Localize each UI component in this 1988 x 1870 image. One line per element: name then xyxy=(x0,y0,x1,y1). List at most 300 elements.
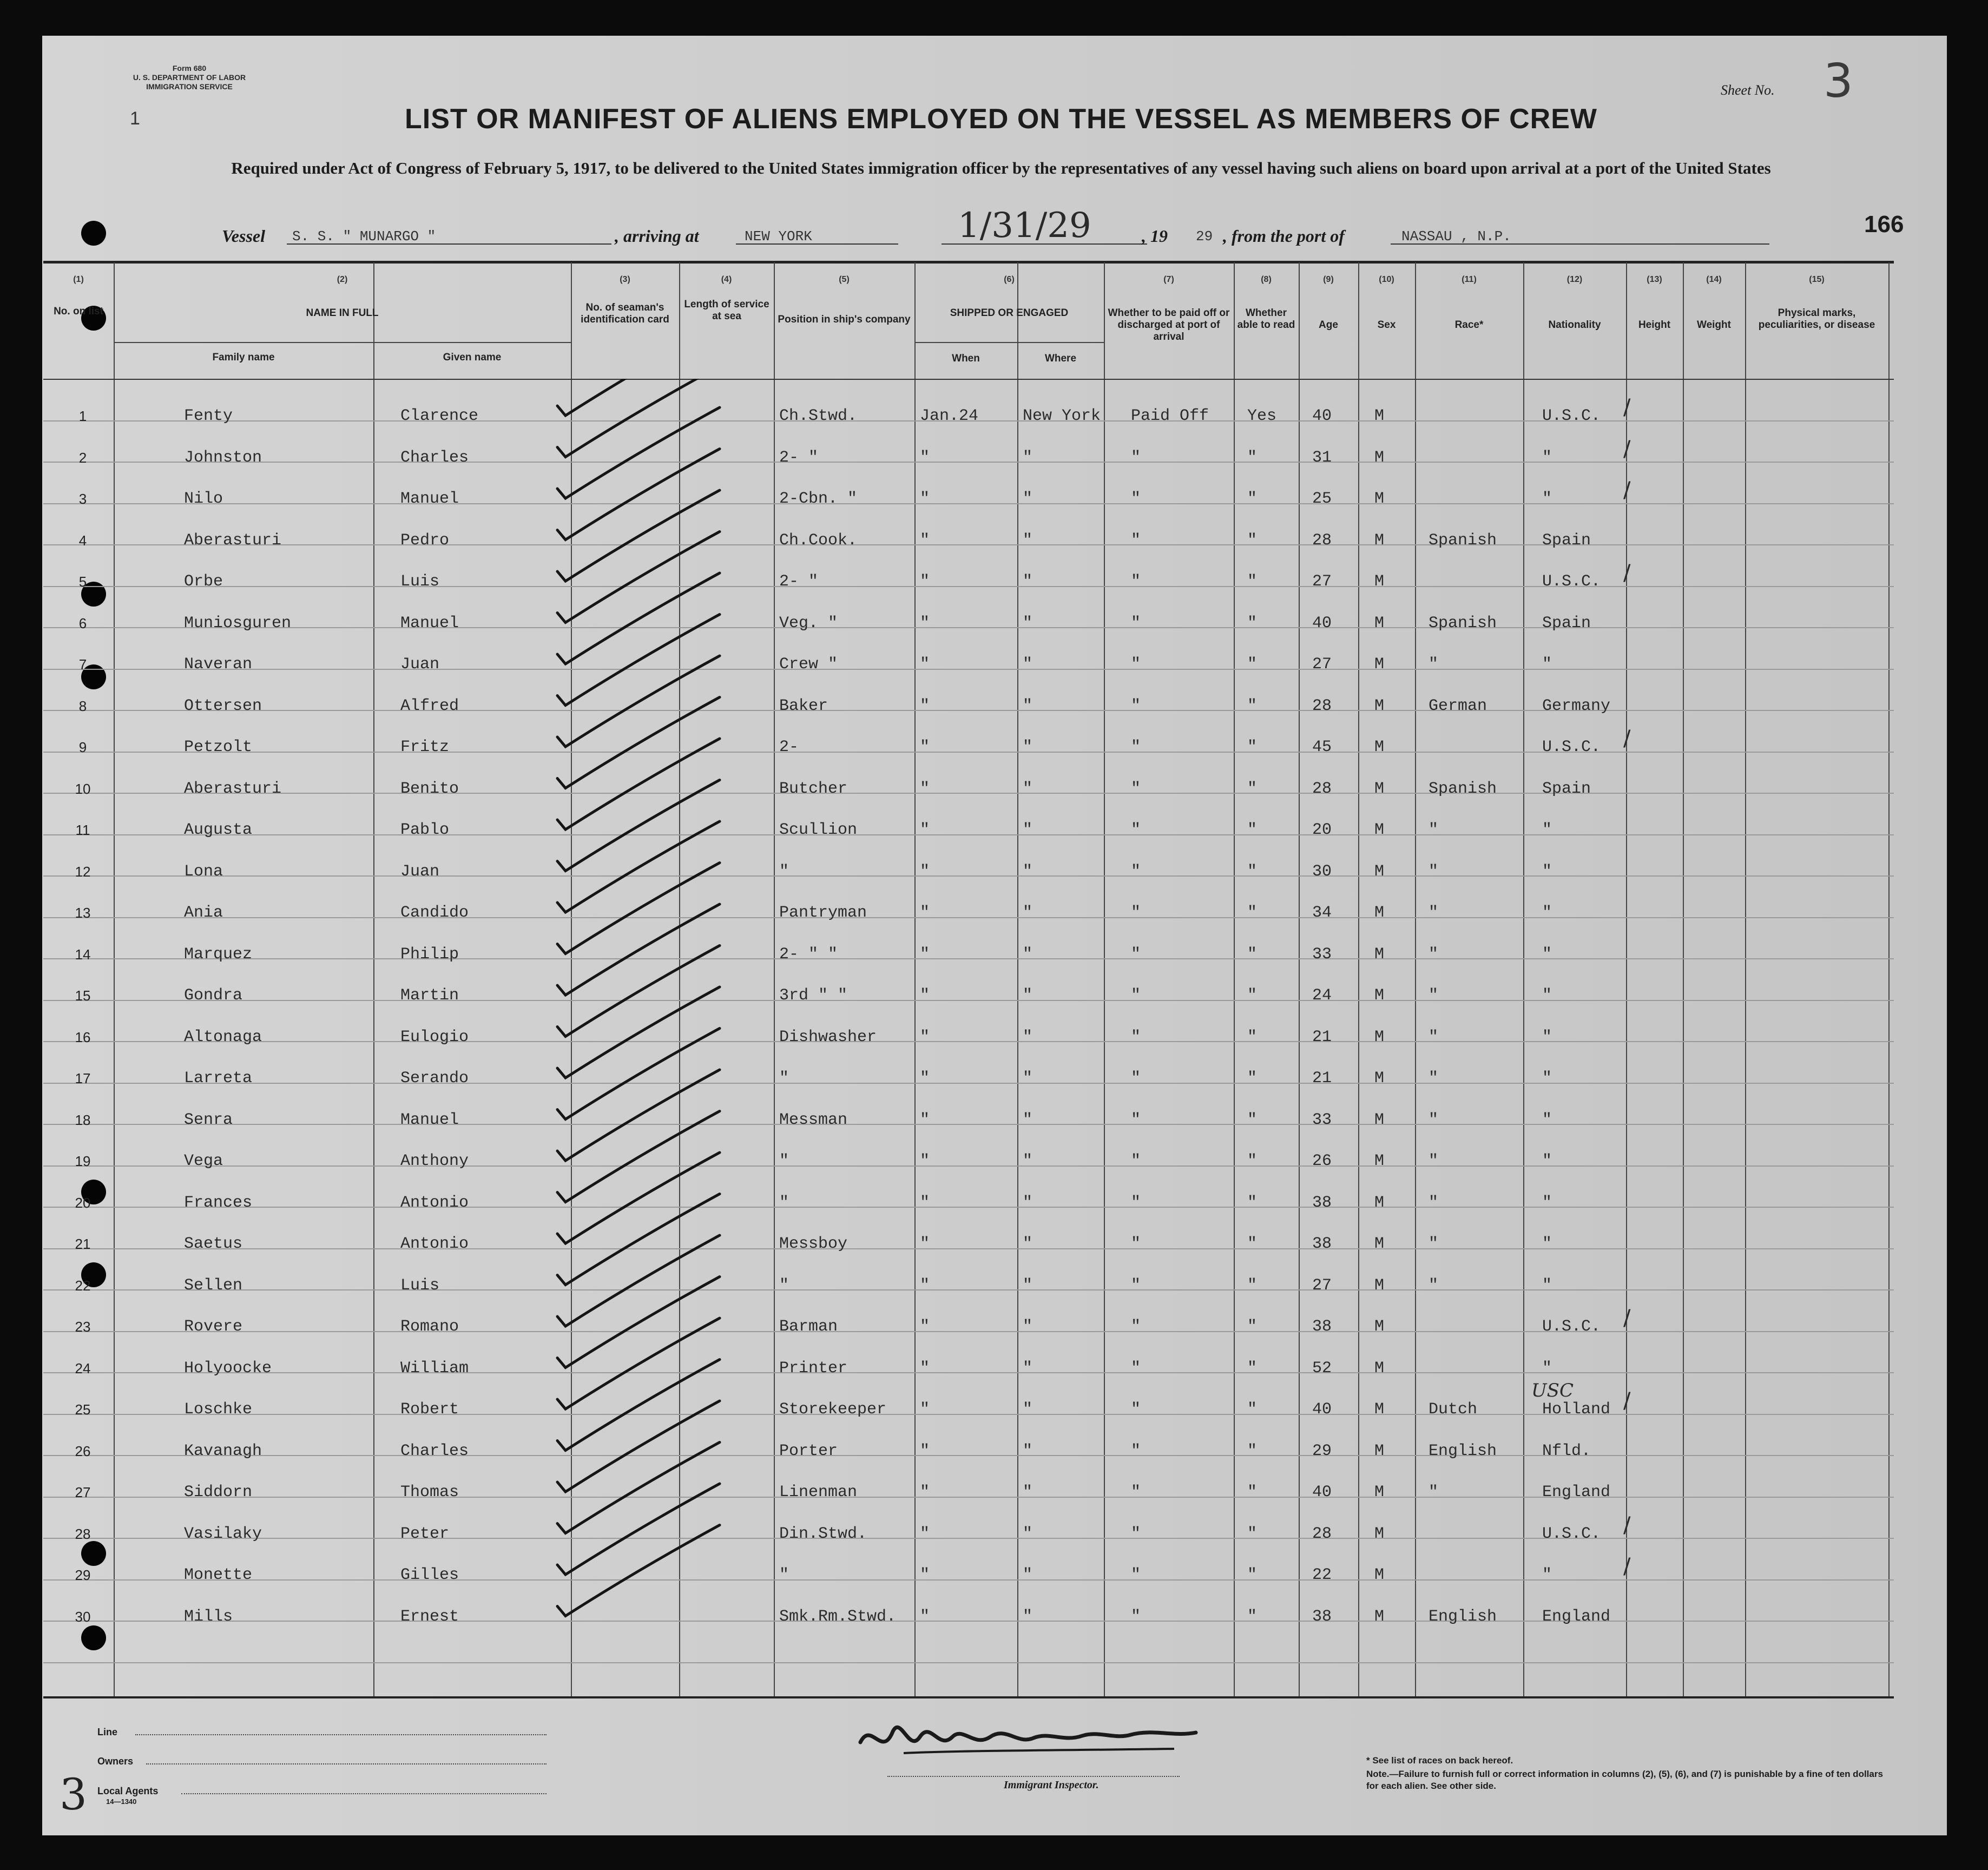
page-number: 166 xyxy=(1864,211,1904,238)
cell-position: Messboy xyxy=(779,1235,848,1253)
cell-paid: " xyxy=(1131,1483,1141,1502)
cell-given: Serando xyxy=(400,1069,469,1088)
form-number: Form 680 xyxy=(172,64,207,73)
cell-race: Spanish xyxy=(1429,614,1497,633)
department: U. S. DEPARTMENT OF LABOR xyxy=(133,73,246,82)
vessel-label: Vessel xyxy=(222,226,265,246)
cell-where: " xyxy=(1023,945,1033,964)
header-race: Race* xyxy=(1454,319,1484,331)
cell-read: " xyxy=(1247,1566,1258,1584)
cell-nationality: " xyxy=(1542,448,1552,467)
cell-paid: " xyxy=(1131,531,1141,550)
column-number: (14) xyxy=(1706,275,1722,284)
cell-nationality: Spain xyxy=(1542,531,1591,550)
row-number: 26 xyxy=(75,1443,91,1459)
row-divider xyxy=(43,752,1894,753)
cell-nationality: " xyxy=(1542,1028,1552,1046)
column-number: (4) xyxy=(721,275,732,284)
row-number: 15 xyxy=(75,987,91,1004)
cell-given: Charles xyxy=(400,1441,469,1460)
cell-nationality: Germany xyxy=(1542,696,1611,715)
cell-read: " xyxy=(1247,696,1258,715)
cell-age: 21 xyxy=(1312,1069,1332,1088)
row-number: 18 xyxy=(75,1111,91,1128)
height-tick: / xyxy=(1623,1388,1631,1413)
agents-field xyxy=(181,1793,547,1794)
cell-age: 40 xyxy=(1312,1483,1332,1502)
cell-where: " xyxy=(1023,1069,1033,1088)
row-number: 23 xyxy=(75,1319,91,1335)
cell-family: Gondra xyxy=(184,986,243,1005)
row-number: 29 xyxy=(75,1567,91,1583)
cell-nationality: " xyxy=(1542,655,1552,674)
cell-age: 38 xyxy=(1312,1607,1332,1626)
cell-read: " xyxy=(1247,1069,1258,1088)
height-tick: / xyxy=(1623,561,1631,585)
cell-position: " xyxy=(779,1276,789,1295)
cell-position: " xyxy=(779,1069,789,1088)
cell-when: " xyxy=(920,1069,930,1088)
from-label: , from the port of xyxy=(1223,226,1345,246)
cell-nationality: Spain xyxy=(1542,779,1591,798)
header-divider xyxy=(914,342,1104,343)
cell-given: Fritz xyxy=(400,738,450,756)
cell-read: " xyxy=(1247,448,1258,467)
cell-given: Juan xyxy=(400,862,440,881)
check-mark xyxy=(557,1443,720,1533)
cell-where: " xyxy=(1023,531,1033,550)
cell-sex: M xyxy=(1374,655,1385,674)
cell-family: Johnston xyxy=(184,448,262,467)
cell-paid: " xyxy=(1131,1110,1141,1129)
row-divider xyxy=(43,917,1894,918)
cell-sex: M xyxy=(1374,1483,1385,1502)
column-number: (10) xyxy=(1379,275,1394,284)
cell-read: " xyxy=(1247,572,1258,591)
column-divider xyxy=(1358,262,1359,1696)
cell-family: Vega xyxy=(184,1152,223,1170)
cell-position: 2-Cbn. " xyxy=(779,490,858,508)
cell-where: " xyxy=(1023,862,1033,881)
column-number: (6) xyxy=(1004,275,1015,284)
cell-read: " xyxy=(1247,1110,1258,1129)
column-number: (1) xyxy=(73,275,84,284)
cell-sex: M xyxy=(1374,407,1385,425)
cell-read: " xyxy=(1247,945,1258,964)
cell-age: 26 xyxy=(1312,1152,1332,1170)
cell-family: Senra xyxy=(184,1110,233,1129)
check-mark xyxy=(557,1401,720,1492)
owners-label: Owners xyxy=(97,1756,134,1767)
check-mark xyxy=(557,1153,720,1243)
header-weight: Weight xyxy=(1697,319,1731,331)
cell-family: Petzolt xyxy=(184,738,253,756)
cell-read: " xyxy=(1247,986,1258,1005)
row-number: 11 xyxy=(75,822,90,838)
cell-race: " xyxy=(1429,655,1439,674)
cell-given: Charles xyxy=(400,448,469,467)
cell-age: 45 xyxy=(1312,738,1332,756)
cell-paid: " xyxy=(1131,1152,1141,1170)
cell-paid: " xyxy=(1131,1235,1141,1253)
cell-read: " xyxy=(1247,490,1258,508)
column-divider xyxy=(114,262,115,1696)
cell-family: Vasilaky xyxy=(184,1524,262,1543)
cell-age: 28 xyxy=(1312,531,1332,550)
cell-given: Benito xyxy=(400,779,459,798)
cell-sex: M xyxy=(1374,448,1385,467)
cell-where: " xyxy=(1023,1607,1033,1626)
cell-race: " xyxy=(1429,1483,1439,1502)
column-divider xyxy=(1017,262,1018,1696)
check-mark xyxy=(557,449,720,540)
header-able-read: Whether able to read xyxy=(1237,307,1295,331)
check-mark xyxy=(557,863,720,954)
cell-race: " xyxy=(1429,1235,1439,1253)
cell-where: " xyxy=(1023,1566,1033,1584)
row-number: 13 xyxy=(75,905,91,921)
cell-position: 2- " xyxy=(779,572,819,591)
cell-race: " xyxy=(1429,1152,1439,1170)
cell-age: 40 xyxy=(1312,407,1332,425)
cell-when: " xyxy=(920,1359,930,1378)
cell-read: " xyxy=(1247,1441,1258,1460)
punch-hole xyxy=(81,221,106,246)
column-number: (2) xyxy=(337,275,348,284)
cell-age: 25 xyxy=(1312,490,1332,508)
cell-race: German xyxy=(1429,696,1487,715)
column-number: (3) xyxy=(620,275,630,284)
cell-age: 27 xyxy=(1312,655,1332,674)
cell-paid: " xyxy=(1131,1318,1141,1336)
cell-position: Din.Stwd. xyxy=(779,1524,867,1543)
cell-nationality: U.S.C. xyxy=(1542,738,1601,756)
cell-position: Porter xyxy=(779,1441,838,1460)
row-divider xyxy=(43,1207,1894,1208)
cell-paid: Paid Off xyxy=(1131,407,1209,425)
header-seaman-card: No. of seaman's identification card xyxy=(581,302,669,325)
cell-given: Anthony xyxy=(400,1152,469,1170)
cell-read: " xyxy=(1247,1193,1258,1212)
cell-position: Dishwasher xyxy=(779,1028,877,1046)
row-divider xyxy=(43,627,1894,628)
check-mark xyxy=(557,987,720,1078)
year-value: 29 xyxy=(1196,228,1213,245)
cell-sex: M xyxy=(1374,1524,1385,1543)
cell-where: " xyxy=(1023,1110,1033,1129)
cell-race: English xyxy=(1429,1441,1497,1460)
cell-position: " xyxy=(779,1193,789,1212)
cell-when: " xyxy=(920,1607,930,1626)
row-divider xyxy=(43,875,1894,877)
form-identifier xyxy=(103,64,276,91)
punch-hole xyxy=(81,1625,106,1650)
row-divider xyxy=(43,1662,1894,1663)
cell-family: Saetus xyxy=(184,1235,243,1253)
row-number: 8 xyxy=(78,697,87,714)
header-paid-off: Whether to be paid off or discharged at port of arrival xyxy=(1108,307,1230,343)
cell-given: Thomas xyxy=(400,1483,459,1502)
cell-age: 33 xyxy=(1312,1110,1332,1129)
cell-paid: " xyxy=(1131,986,1141,1005)
cell-paid: " xyxy=(1131,1069,1141,1088)
cell-position: Veg. " xyxy=(779,614,838,633)
cell-given: Luis xyxy=(400,572,440,591)
cell-paid: " xyxy=(1131,1359,1141,1378)
column-divider xyxy=(1523,262,1524,1696)
cell-when: " xyxy=(920,1152,930,1170)
cell-nationality: U.S.C. xyxy=(1542,407,1601,425)
cell-given: Luis xyxy=(400,1276,440,1295)
manifest-sheet xyxy=(42,36,1947,1835)
row-number: 22 xyxy=(75,1277,91,1294)
cell-race: " xyxy=(1429,945,1439,964)
column-number: (8) xyxy=(1261,275,1272,284)
row-divider xyxy=(43,1083,1894,1084)
cell-nationality: " xyxy=(1542,1359,1552,1378)
cell-read: " xyxy=(1247,1028,1258,1046)
cell-position: Pantryman xyxy=(779,904,867,922)
agents-label: Local Agents xyxy=(97,1786,159,1796)
cell-paid: " xyxy=(1131,1607,1141,1626)
column-divider xyxy=(373,262,374,1696)
cell-family: Holyoocke xyxy=(184,1359,272,1378)
cell-where: " xyxy=(1023,1152,1033,1170)
cell-when: " xyxy=(920,904,930,922)
row-divider xyxy=(43,1414,1894,1415)
cell-age: 34 xyxy=(1312,904,1332,922)
row-number: 20 xyxy=(75,1194,91,1211)
line-label: Line xyxy=(97,1727,118,1737)
header-name-in-full: NAME IN FULL xyxy=(306,307,379,319)
cell-where: " xyxy=(1023,655,1033,674)
height-tick: / xyxy=(1623,478,1631,503)
inspector-line xyxy=(887,1776,1180,1777)
cell-nationality: England xyxy=(1542,1483,1611,1502)
cell-nationality: " xyxy=(1542,986,1552,1005)
cell-where: " xyxy=(1023,448,1033,467)
sheet-number: 3 xyxy=(1824,54,1853,108)
cell-paid: " xyxy=(1131,1400,1141,1419)
cell-nationality: Nfld. xyxy=(1542,1441,1591,1460)
cell-read: " xyxy=(1247,531,1258,550)
row-number: 24 xyxy=(75,1360,91,1377)
cell-position: Smk.Rm.Stwd. xyxy=(779,1607,897,1626)
fine-note: Note.—Failure to furnish full or correct information in columns (2), (5), (6), and (7) is punishable by a fine of ten dollars for each alien. See other side. xyxy=(1366,1769,1883,1791)
cell-family: Kavanagh xyxy=(184,1441,262,1460)
cell-sex: M xyxy=(1374,490,1385,508)
cell-given: Antonio xyxy=(400,1193,469,1212)
cell-race: " xyxy=(1429,904,1439,922)
header-no-on-list: No. on list xyxy=(54,306,103,317)
cell-where: " xyxy=(1023,614,1033,633)
height-tick: / xyxy=(1623,1554,1631,1579)
header-nationality: Nationality xyxy=(1548,319,1601,331)
header-bottom xyxy=(43,379,1894,380)
header-sex: Sex xyxy=(1377,319,1396,331)
cell-when: " xyxy=(920,655,930,674)
cell-where: " xyxy=(1023,1318,1033,1336)
cell-nationality: " xyxy=(1542,904,1552,922)
cell-position: Linenman xyxy=(779,1483,858,1502)
row-divider xyxy=(43,1372,1894,1373)
cell-where: " xyxy=(1023,738,1033,756)
row-divider xyxy=(43,1166,1894,1167)
cell-when: " xyxy=(920,821,930,839)
cell-given: Eulogio xyxy=(400,1028,469,1046)
cell-sex: M xyxy=(1374,1193,1385,1212)
row-divider xyxy=(43,958,1894,959)
cell-sex: M xyxy=(1374,1110,1385,1129)
height-tick: / xyxy=(1623,1512,1631,1538)
cell-paid: " xyxy=(1131,1524,1141,1543)
check-mark xyxy=(557,1235,720,1326)
cell-where: New York xyxy=(1023,407,1101,425)
row-number: 1 xyxy=(78,408,87,424)
check-mark xyxy=(557,739,720,829)
cell-sex: M xyxy=(1374,945,1385,964)
row-number: 4 xyxy=(78,532,87,549)
check-mark xyxy=(557,490,720,581)
cell-when: " xyxy=(920,448,930,467)
row-divider xyxy=(43,1497,1894,1498)
cell-given: Juan xyxy=(400,655,440,674)
cell-nationality: U.S.C. xyxy=(1542,572,1601,591)
cell-read: Yes xyxy=(1247,407,1277,425)
row-number: 19 xyxy=(75,1153,91,1169)
cell-family: Mills xyxy=(184,1607,233,1626)
cell-position: Messman xyxy=(779,1110,848,1129)
cell-where: " xyxy=(1023,821,1033,839)
corner-mark: 1 xyxy=(130,108,140,129)
cell-age: 38 xyxy=(1312,1318,1332,1336)
cell-nationality: " xyxy=(1542,1276,1552,1295)
row-divider xyxy=(43,669,1894,670)
cell-when: Jan.24 xyxy=(920,407,979,425)
cell-paid: " xyxy=(1131,1028,1141,1046)
cell-position: Ch.Stwd. xyxy=(779,407,858,425)
cell-paid: " xyxy=(1131,862,1141,881)
cell-paid: " xyxy=(1131,779,1141,798)
cell-given: Romano xyxy=(400,1318,459,1336)
cell-when: " xyxy=(920,572,930,591)
cell-family: Rovere xyxy=(184,1318,243,1336)
cell-when: " xyxy=(920,738,930,756)
cell-read: " xyxy=(1247,1400,1258,1419)
inspector-caption: Immigrant Inspector. xyxy=(1004,1779,1099,1791)
row-number: 28 xyxy=(75,1525,91,1542)
cell-nationality: England xyxy=(1542,1607,1611,1626)
cell-when: " xyxy=(920,1276,930,1295)
column-divider xyxy=(1745,262,1746,1696)
cell-paid: " xyxy=(1131,1276,1141,1295)
cell-race: Dutch xyxy=(1429,1400,1478,1419)
cell-when: " xyxy=(920,490,930,508)
check-mark xyxy=(557,407,720,498)
cell-position: 3rd " " xyxy=(779,986,848,1005)
row-divider xyxy=(43,1000,1894,1001)
cell-paid: " xyxy=(1131,821,1141,839)
vessel-line xyxy=(222,206,1899,254)
cell-where: " xyxy=(1023,1524,1033,1543)
cell-paid: " xyxy=(1131,614,1141,633)
cell-read: " xyxy=(1247,614,1258,633)
arriving-port: NEW YORK xyxy=(745,228,812,245)
cell-age: 29 xyxy=(1312,1441,1332,1460)
check-mark xyxy=(557,1360,720,1451)
cell-family: Aberasturi xyxy=(184,531,282,550)
cell-age: 30 xyxy=(1312,862,1332,881)
header-length-service: Length of service at sea xyxy=(684,299,769,322)
cell-sex: M xyxy=(1374,738,1385,756)
cell-sex: M xyxy=(1374,1069,1385,1088)
check-mark xyxy=(557,821,720,912)
cell-family: Aberasturi xyxy=(184,779,282,798)
cell-nationality: " xyxy=(1542,490,1552,508)
row-number: 6 xyxy=(78,615,87,631)
cell-position: 2- xyxy=(779,738,799,756)
cell-when: " xyxy=(920,1028,930,1046)
cell-read: " xyxy=(1247,655,1258,674)
cell-sex: M xyxy=(1374,1318,1385,1336)
column-number: (13) xyxy=(1647,275,1662,284)
header-family-name: Family name xyxy=(212,352,275,363)
row-divider xyxy=(43,1621,1894,1622)
cell-age: 38 xyxy=(1312,1193,1332,1212)
cell-family: Altonaga xyxy=(184,1028,262,1046)
cell-given: Gilles xyxy=(400,1566,459,1584)
cell-race: Spanish xyxy=(1429,779,1497,798)
cell-sex: M xyxy=(1374,1607,1385,1626)
cell-age: 27 xyxy=(1312,1276,1332,1295)
row-number: 7 xyxy=(78,656,87,673)
cell-where: " xyxy=(1023,1400,1033,1419)
cell-family: Orbe xyxy=(184,572,223,591)
column-divider xyxy=(1683,262,1684,1696)
cell-sex: M xyxy=(1374,1400,1385,1419)
cell-age: 28 xyxy=(1312,696,1332,715)
cell-when: " xyxy=(920,1318,930,1336)
row-number: 17 xyxy=(75,1070,91,1087)
cell-sex: M xyxy=(1374,779,1385,798)
cell-sex: M xyxy=(1374,1441,1385,1460)
cell-when: " xyxy=(920,862,930,881)
inspector-signature xyxy=(850,1699,1217,1780)
check-mark xyxy=(557,532,720,623)
cell-position: Butcher xyxy=(779,779,848,798)
column-number: (12) xyxy=(1566,275,1583,284)
cell-paid: " xyxy=(1131,655,1141,674)
cell-age: 24 xyxy=(1312,986,1332,1005)
row-number: 21 xyxy=(75,1236,91,1252)
cell-read: " xyxy=(1247,779,1258,798)
row-divider xyxy=(43,834,1894,835)
height-tick: / xyxy=(1623,436,1631,462)
form-code: 14—1340 xyxy=(106,1797,137,1806)
cell-family: Ania xyxy=(184,904,223,922)
cell-sex: M xyxy=(1374,1152,1385,1170)
cell-read: " xyxy=(1247,904,1258,922)
header-where: Where xyxy=(1044,353,1077,364)
check-mark xyxy=(557,615,720,706)
cell-race: " xyxy=(1429,1276,1439,1295)
cell-position: 2- " xyxy=(779,448,819,467)
cell-age: 21 xyxy=(1312,1028,1332,1046)
row-number: 3 xyxy=(78,491,87,507)
cell-sex: M xyxy=(1374,821,1385,839)
check-mark xyxy=(557,1070,720,1161)
punch-hole xyxy=(81,1541,106,1566)
